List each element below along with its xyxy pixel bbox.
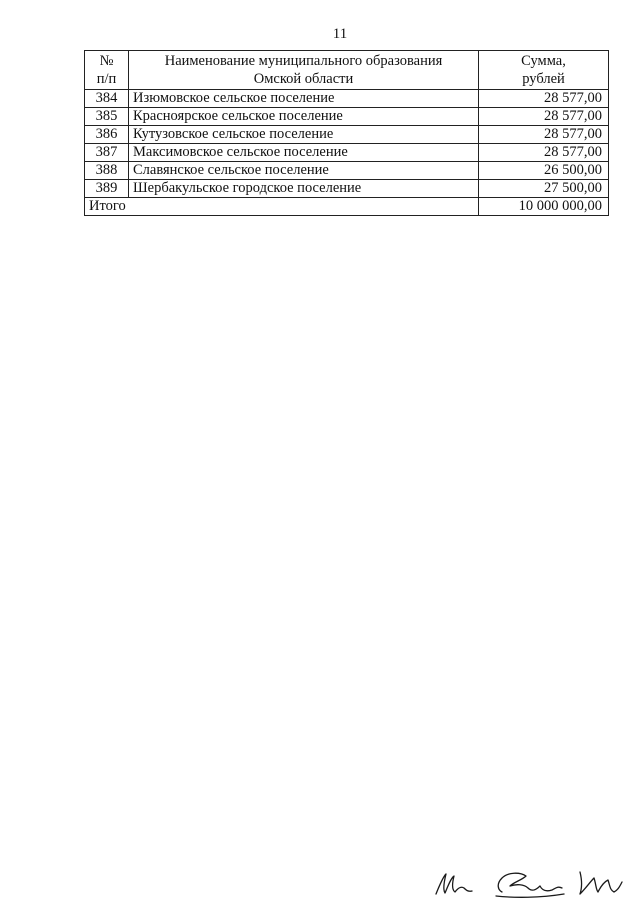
row-number: 385 (85, 108, 129, 126)
row-number: 387 (85, 144, 129, 162)
header-number (85, 51, 129, 90)
signature-2 (498, 873, 562, 892)
header-name-line1: Наименование муниципального образования (164, 53, 443, 69)
table-row (85, 180, 609, 198)
row-municipality-name: Красноярское сельское поселение (129, 108, 479, 126)
row-sum: 28 577,00 (479, 108, 609, 126)
row-number: 388 (85, 162, 129, 180)
row-municipality-name: Максимовское сельское поселение (129, 144, 479, 162)
table-row (85, 90, 609, 108)
row-sum: 28 577,00 (479, 90, 609, 108)
row-number: 386 (85, 126, 129, 144)
row-number: 384 (85, 90, 129, 108)
row-sum: 27 500,00 (479, 180, 609, 198)
table-row (85, 144, 609, 162)
signature-3 (580, 872, 622, 894)
table-row (85, 126, 609, 144)
signatures-drawing (430, 862, 630, 904)
table-header-row (85, 51, 609, 90)
table-row (85, 108, 609, 126)
header-sum (479, 51, 609, 90)
table-total-row (85, 198, 609, 216)
row-municipality-name: Славянское сельское поселение (129, 162, 479, 180)
row-sum: 28 577,00 (479, 144, 609, 162)
header-name (129, 51, 479, 90)
page-number: 11 (332, 26, 348, 42)
row-municipality-name: Изюмовское сельское поселение (129, 90, 479, 108)
row-sum: 28 577,00 (479, 126, 609, 144)
total-sum: 10 000 000,00 (479, 198, 609, 216)
header-sum-line1: Сумма, (521, 53, 566, 69)
row-municipality-name: Шербакульское городское поселение (129, 180, 479, 198)
total-label: Итого (85, 198, 479, 216)
row-municipality-name: Кутузовское сельское поселение (129, 126, 479, 144)
signature-1 (436, 874, 472, 894)
header-number-line2: п/п (96, 71, 117, 87)
signature-2-underline (496, 894, 564, 897)
header-sum-line2: рублей (522, 71, 565, 87)
row-sum: 26 500,00 (479, 162, 609, 180)
header-number-line1: № (99, 53, 114, 69)
table-row (85, 162, 609, 180)
header-name-line2: Омской области (253, 71, 354, 87)
municipal-allocation-table (84, 50, 609, 216)
row-number: 389 (85, 180, 129, 198)
handwritten-signatures (430, 862, 630, 904)
